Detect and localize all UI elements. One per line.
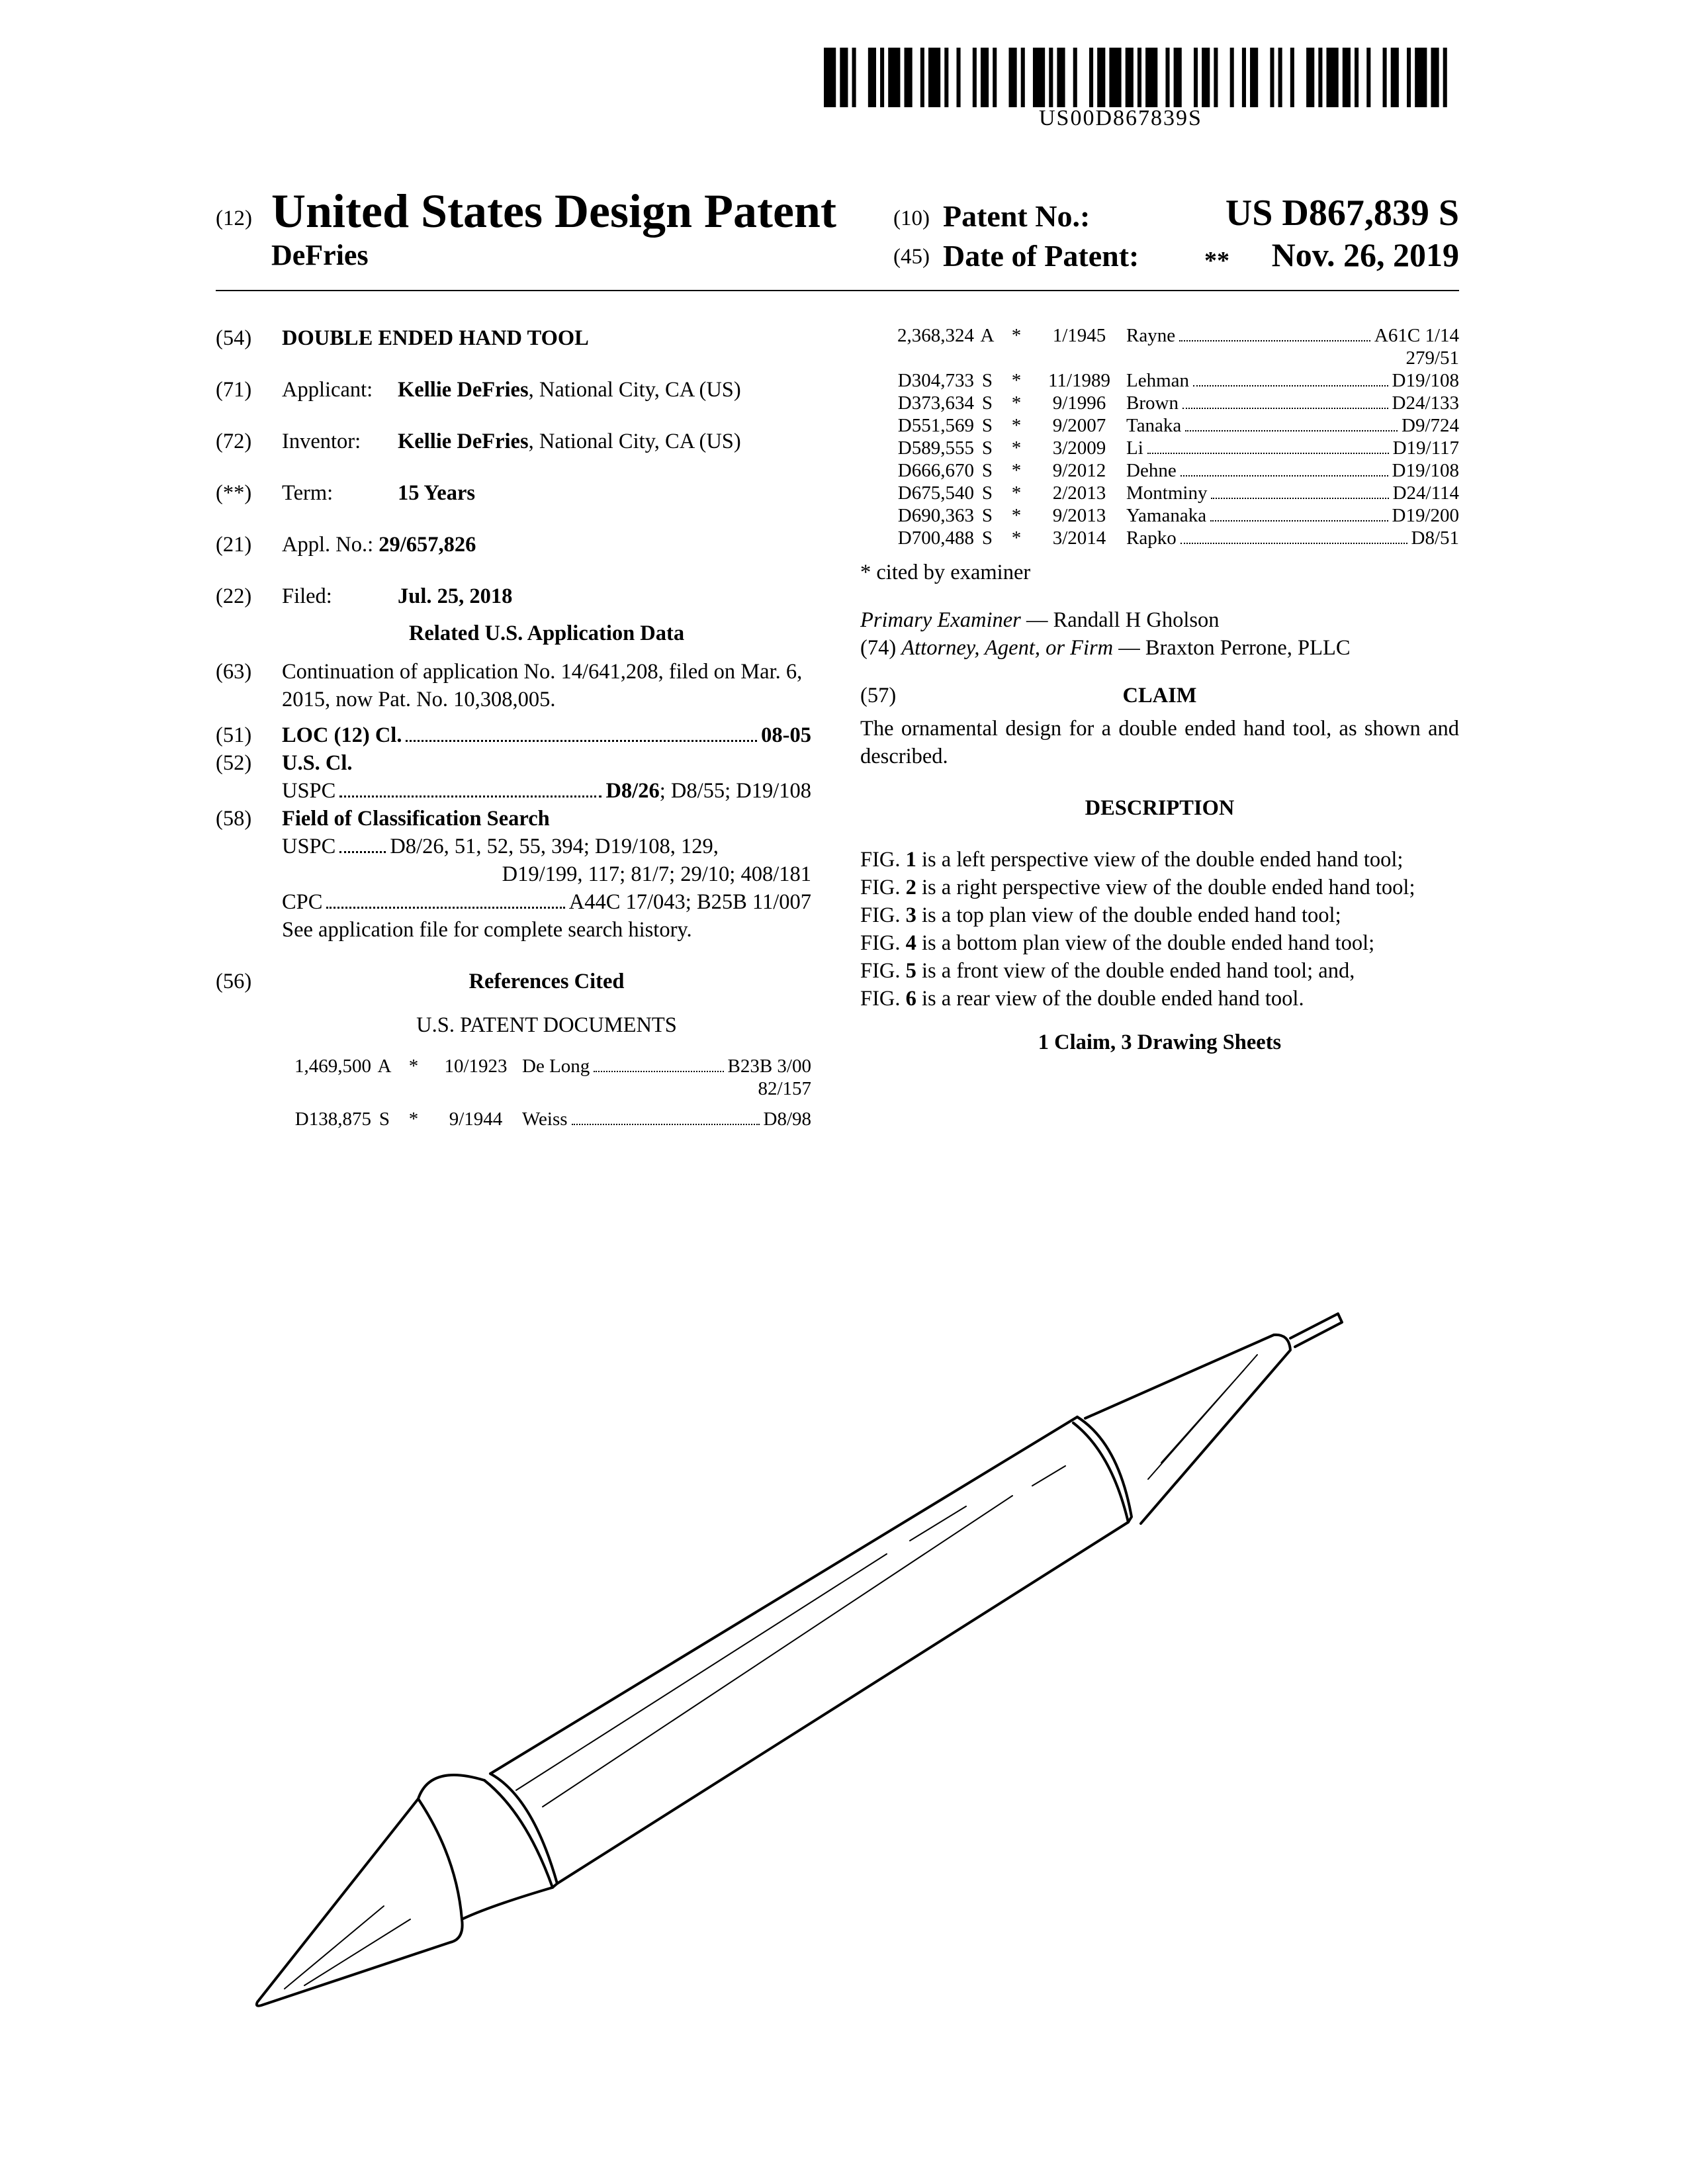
reference-kind: S [981, 370, 993, 391]
search-cpc-value: A44C 17/043; B25B 11/007 [568, 890, 811, 914]
reference-name-class [1126, 482, 1459, 504]
field-63 [216, 658, 811, 713]
barcode-bar [1202, 48, 1210, 107]
code-58: (58) [216, 807, 252, 831]
field-54 [216, 324, 811, 352]
reference-star: * [1011, 325, 1022, 346]
barcode-bar [1355, 48, 1359, 107]
claim-heading: CLAIM [1122, 684, 1197, 707]
field-56 [216, 968, 811, 995]
figure-prefix: FIG. [860, 931, 901, 955]
examiner-label: Primary Examiner [860, 608, 1021, 632]
field-52 [216, 749, 811, 805]
reference-name: Lehman [1126, 370, 1190, 391]
reference-class: A61C 1/14 [1374, 325, 1459, 346]
reference-number: D138,875 [294, 1109, 371, 1130]
reference-continuation-class: 82/157 [758, 1078, 811, 1099]
barcode-bar [1109, 48, 1121, 107]
figure-number: 6 [905, 987, 916, 1011]
code-10: (10) [893, 206, 930, 230]
tool-barrel-bottom [557, 1522, 1128, 1884]
inventor-location: , National City, CA (US) [528, 430, 741, 453]
field-22 [216, 582, 811, 610]
reference-star: * [408, 1056, 419, 1077]
code-74: (74) [860, 636, 897, 660]
reference-number: D304,733 [897, 370, 974, 391]
barcode-bar [905, 48, 913, 107]
patent-barcode [824, 48, 1459, 107]
tool-right-cone [1085, 1335, 1290, 1524]
reference-name: Tanaka [1126, 415, 1182, 436]
barcode-bar [1290, 48, 1294, 107]
figure-description-list [860, 846, 1459, 1013]
tool-right-band [1073, 1417, 1132, 1522]
leader-dots [1185, 430, 1398, 432]
code-45: (45) [893, 245, 930, 269]
reference-class: D9/724 [1402, 415, 1459, 436]
barcode-bar [1137, 48, 1141, 107]
reference-number: D551,569 [897, 415, 974, 436]
field-74 [860, 634, 1459, 662]
leader-dots [1193, 385, 1388, 387]
reference-class: D24/114 [1392, 482, 1459, 504]
reference-name: Brown [1126, 392, 1179, 414]
field-term [216, 479, 811, 507]
reference-date: 2/2013 [1052, 482, 1106, 504]
reference-class: B23B 3/00 [727, 1056, 811, 1077]
figure-prefix: FIG. [860, 903, 901, 927]
applicant-label: Applicant: [282, 378, 373, 402]
leader-dots [1147, 453, 1389, 454]
tool-barrel-highlight-2 [543, 1466, 1065, 1807]
reference-kind: A [377, 1056, 392, 1077]
reference-row [860, 414, 1459, 437]
barcode-bar [920, 48, 924, 107]
barcode-bar [840, 48, 848, 107]
tool-left-cone [257, 1775, 553, 2006]
reference-star: * [1011, 392, 1022, 414]
leader-dots [339, 796, 602, 797]
reference-row [269, 1108, 811, 1130]
references-cited-heading: References Cited [468, 970, 625, 993]
barcode-bar [1057, 48, 1065, 107]
left-reference-list [216, 1055, 811, 1130]
figure-number: 4 [905, 931, 916, 955]
loc-value: 08-05 [761, 723, 811, 747]
barcode-bar [1343, 48, 1351, 107]
figure-description [860, 901, 1459, 929]
reference-name-class [1126, 459, 1459, 482]
claims-summary: 1 Claim, 3 Drawing Sheets [1038, 1030, 1282, 1054]
code-56: (56) [216, 970, 252, 993]
code-22: (22) [216, 584, 252, 608]
figure-text: is a front view of the double ended hand tool; and, [922, 959, 1355, 983]
figure-prefix: FIG. [860, 876, 901, 899]
appl-no-label: Appl. No.: [282, 533, 374, 557]
uspc-secondary: ; D8/55; D19/108 [659, 779, 811, 803]
tool-barrel-highlight [516, 1506, 966, 1790]
barcode-bar [1443, 48, 1447, 107]
code-57: (57) [860, 684, 897, 707]
reference-kind: S [981, 437, 993, 459]
reference-class: D19/200 [1392, 505, 1459, 526]
field-57 [860, 682, 1459, 709]
reference-date: 9/1996 [1052, 392, 1106, 414]
figure-description [860, 957, 1459, 985]
barcode-bar [1366, 48, 1370, 107]
barcode-bar [993, 48, 997, 107]
us-patent-documents-heading: U.S. PATENT DOCUMENTS [416, 1013, 677, 1037]
figure-number: 5 [905, 959, 916, 983]
barcode-bar [1021, 48, 1025, 107]
reference-class: D8/51 [1411, 527, 1459, 549]
reference-class: D19/108 [1392, 460, 1459, 481]
barcode-bar [880, 48, 884, 107]
barcode-bar [1306, 48, 1314, 107]
reference-star: * [1011, 482, 1022, 504]
figure-text: is a top plan view of the double ended hand tool; [922, 903, 1341, 927]
code-21: (21) [216, 533, 252, 557]
document-title: United States Design Patent [271, 185, 836, 238]
leader-dots [572, 1124, 760, 1125]
barcode-bar [1407, 48, 1411, 107]
reference-row [269, 1055, 811, 1077]
figure-description [860, 846, 1459, 874]
reference-number: D675,540 [897, 482, 974, 504]
header-rule [216, 290, 1459, 291]
reference-star: * [1011, 527, 1022, 549]
invention-title: DOUBLE ENDED HAND TOOL [282, 326, 589, 350]
inventor-surname: DeFries [271, 239, 369, 271]
reference-date: 9/2013 [1052, 505, 1106, 526]
description-heading: DESCRIPTION [1085, 796, 1235, 820]
reference-name: Weiss [522, 1109, 568, 1130]
barcode-bar [1073, 48, 1077, 107]
filed-value: Jul. 25, 2018 [398, 584, 513, 608]
reference-star: * [1011, 415, 1022, 436]
reference-name: Montminy [1126, 482, 1208, 504]
reference-name-class [1126, 437, 1459, 459]
attorney-name: — Braxton Perrone, PLLC [1118, 636, 1351, 660]
field-51 [216, 721, 811, 749]
term-value: 15 Years [398, 481, 476, 505]
barcode-bar [1270, 48, 1274, 107]
barcode-bar [868, 48, 876, 107]
reference-name: De Long [522, 1056, 590, 1077]
reference-name: Rayne [1126, 325, 1176, 346]
code-52: (52) [216, 751, 252, 775]
search-field-label: Field of Classification Search [282, 807, 550, 831]
barcode-bar [981, 48, 989, 107]
barcode-bar [1250, 48, 1258, 107]
code-63: (63) [216, 660, 252, 684]
filed-label: Filed: [282, 584, 332, 608]
barcode-bar [1278, 48, 1282, 107]
reference-name: Rapko [1126, 527, 1177, 549]
leader-dots [1210, 520, 1388, 522]
reference-row [860, 459, 1459, 482]
reference-name-class [522, 1055, 811, 1077]
barcode-bar [1174, 48, 1182, 107]
barcode-bar [944, 48, 948, 107]
reference-star: * [1011, 437, 1022, 459]
reference-class: D24/133 [1392, 392, 1459, 414]
applicant-location: , National City, CA (US) [528, 378, 741, 402]
field-72 [216, 428, 811, 455]
reference-date: 1/1945 [1052, 325, 1106, 346]
reference-number: 2,368,324 [897, 325, 974, 346]
barcode-bar [1242, 48, 1246, 107]
barcode-bar [1033, 48, 1045, 107]
claim-text: The ornamental design for a double ended hand tool, as shown and described. [860, 717, 1459, 768]
reference-date: 10/1923 [444, 1056, 508, 1077]
barcode-bar [1318, 48, 1322, 107]
barcode-bar [1194, 48, 1198, 107]
barcode-bar [1126, 48, 1134, 107]
figure-text: is a rear view of the double ended hand tool. [922, 987, 1304, 1011]
barcode-bar [1008, 48, 1016, 107]
reference-class: D19/108 [1392, 370, 1459, 391]
reference-number: D373,634 [897, 392, 974, 414]
barcode-bar [1165, 48, 1169, 107]
patent-number: US D867,839 S [1225, 193, 1459, 234]
spacer [269, 1100, 811, 1108]
barcode-bar [1415, 48, 1427, 107]
figure-number: 1 [905, 848, 916, 872]
applicant-name: Kellie DeFries [398, 378, 529, 402]
figure-text: is a right perspective view of the double ended hand tool; [922, 876, 1415, 899]
tool-left-cone-shade [285, 1906, 410, 1989]
figure-description [860, 985, 1459, 1013]
search-uspc-label: USPC [282, 835, 336, 858]
reference-row [860, 482, 1459, 504]
patent-no-label: Patent No.: [943, 199, 1091, 233]
reference-name: Dehne [1126, 460, 1177, 481]
figure-prefix: FIG. [860, 959, 901, 983]
reference-number: D690,363 [897, 505, 974, 526]
reference-star: * [1011, 370, 1022, 391]
reference-kind: S [981, 460, 993, 481]
left-column [216, 324, 811, 1130]
appl-no-value: 29/657,826 [379, 533, 476, 557]
search-history-note: See application file for complete search history. [282, 918, 692, 942]
tool-right-cone-shade [1148, 1355, 1257, 1479]
leader-dots [1181, 543, 1407, 544]
reference-row [860, 437, 1459, 459]
barcode-bar [1383, 48, 1387, 107]
reference-row [860, 369, 1459, 392]
continuation-text: Continuation of application No. 14/641,208, filed on Mar. 6, 2015, now Pat. No. 10,308,005. [282, 660, 803, 711]
tool-left-cone-inner [418, 1799, 462, 1919]
tool-needle [1290, 1314, 1342, 1347]
reference-number: 1,469,500 [294, 1056, 371, 1077]
reference-name-class [522, 1108, 811, 1130]
reference-number: D666,670 [897, 460, 974, 481]
right-reference-list [860, 324, 1459, 549]
reference-class: D19/117 [1392, 437, 1459, 459]
field-21 [216, 531, 811, 559]
barcode-bar [824, 48, 836, 107]
field-71 [216, 376, 811, 404]
barcode-bar [1089, 48, 1093, 107]
reference-row [860, 527, 1459, 549]
reference-number: D589,555 [897, 437, 974, 459]
primary-examiner [860, 606, 1459, 634]
figure-prefix: FIG. [860, 987, 901, 1011]
figure-text: is a left perspective view of the double ended hand tool; [922, 848, 1404, 872]
leader-dots [1211, 498, 1388, 499]
reference-kind: S [981, 505, 993, 526]
reference-row [860, 504, 1459, 527]
right-column [860, 324, 1459, 1056]
reference-number: D700,488 [897, 527, 974, 549]
reference-name-class [1126, 392, 1459, 414]
barcode-bar [1391, 48, 1399, 107]
related-data-heading: Related U.S. Application Data [408, 621, 685, 645]
barcode-bar [888, 48, 900, 107]
inventor-name: Kellie DeFries [398, 430, 529, 453]
loc-label: LOC (12) Cl. [282, 723, 402, 747]
leader-dots [1182, 408, 1388, 409]
reference-kind: S [981, 527, 993, 549]
figure-text: is a bottom plan view of the double ended hand tool; [922, 931, 1375, 955]
barcode-bar [1049, 48, 1053, 107]
search-uspc-line1: D8/26, 51, 52, 55, 394; D19/108, 129, [390, 835, 719, 858]
leader-dots [339, 851, 386, 853]
reference-name-class [1126, 369, 1459, 392]
figure-description [860, 929, 1459, 957]
inventor-label: Inventor: [282, 430, 361, 453]
barcode-number: US00D867839S [1039, 106, 1202, 130]
term-marker: ** [1204, 247, 1229, 275]
cited-by-examiner-note: * cited by examiner [860, 561, 1031, 584]
reference-name-class [1126, 527, 1459, 549]
reference-name-class [1126, 504, 1459, 527]
uspc-primary: D8/26 [605, 779, 660, 803]
reference-date: 9/2012 [1052, 460, 1106, 481]
reference-date: 9/1944 [449, 1109, 503, 1130]
leader-dots [1181, 475, 1388, 477]
field-58 [216, 805, 811, 944]
reference-kind: S [981, 392, 993, 414]
patent-date: Nov. 26, 2019 [1271, 236, 1459, 273]
figure-description [860, 874, 1459, 901]
code-term: (**) [216, 481, 252, 505]
barcode-bar [852, 48, 856, 107]
reference-name: Li [1126, 437, 1143, 459]
reference-row [860, 392, 1459, 414]
uspc-label: USPC [282, 779, 336, 803]
barcode-bar [1097, 48, 1105, 107]
reference-kind: A [980, 325, 995, 346]
search-uspc-line2: D19/199, 117; 81/7; 29/10; 408/181 [502, 862, 811, 886]
reference-star: * [1011, 460, 1022, 481]
attorney-label: Attorney, Agent, or Firm [901, 636, 1114, 660]
barcode-bar [1230, 48, 1234, 107]
reference-class: D8/98 [763, 1109, 811, 1130]
barcode-bar [973, 48, 977, 107]
code-54: (54) [216, 326, 252, 350]
leader-dots [1179, 340, 1370, 341]
barcode-bar [1326, 48, 1338, 107]
term-label: Term: [282, 481, 334, 505]
reference-kind: S [981, 415, 993, 436]
code-72: (72) [216, 430, 252, 453]
reference-row [860, 324, 1459, 347]
reference-date: 11/1989 [1048, 370, 1110, 391]
reference-name-class [1126, 414, 1459, 437]
reference-kind: S [379, 1109, 390, 1130]
reference-star: * [408, 1109, 419, 1130]
tool-barrel-top [490, 1417, 1077, 1774]
leader-dots [406, 740, 757, 742]
barcode-bar [957, 48, 961, 107]
leader-dots [326, 907, 564, 909]
reference-name: Yamanaka [1126, 505, 1207, 526]
us-cl-label: U.S. Cl. [282, 751, 353, 775]
reference-star: * [1011, 505, 1022, 526]
tool-left-band [484, 1774, 557, 1888]
reference-name-class [1126, 324, 1459, 347]
reference-date: 3/2014 [1052, 527, 1106, 549]
barcode-bar [1145, 48, 1157, 107]
date-of-patent-label: Date of Patent: [943, 239, 1139, 273]
reference-date: 3/2009 [1052, 437, 1106, 459]
reference-date: 9/2007 [1052, 415, 1106, 436]
barcode-bar [1431, 48, 1439, 107]
figure-number: 3 [905, 903, 916, 927]
reference-kind: S [981, 482, 993, 504]
figure-prefix: FIG. [860, 848, 901, 872]
examiner-name: — Randall H Gholson [1026, 608, 1220, 632]
figure-number: 2 [905, 876, 916, 899]
barcode-bar [1214, 48, 1218, 107]
code-51: (51) [216, 723, 252, 747]
barcode-bar [928, 48, 940, 107]
search-cpc-label: CPC [282, 890, 323, 914]
leader-dots [594, 1071, 723, 1072]
code-71: (71) [216, 378, 252, 402]
reference-continuation-class: 279/51 [1405, 347, 1459, 369]
code-12: (12) [216, 206, 252, 230]
